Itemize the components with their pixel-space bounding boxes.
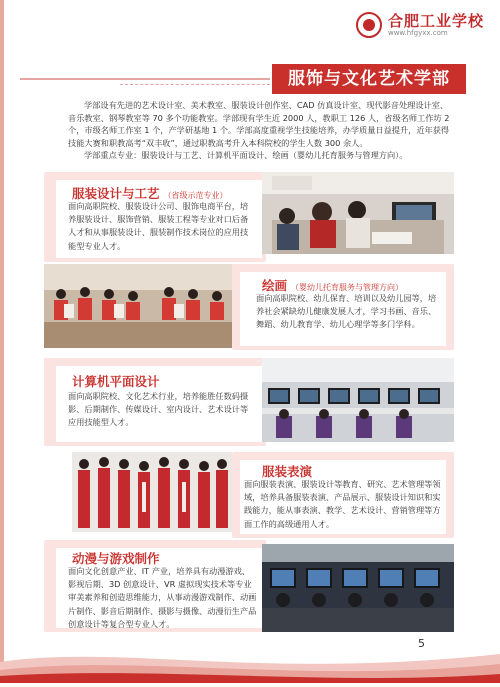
section-fashion-show-body: 面向服装表演、服装设计等教育、研究、艺术管理等领域，培养具备服装表演、产品展示、服装设计知识和实践能力，能从事表演、教学、艺术设计、营销管理等方面工作的高级通用人才。 xyxy=(244,479,441,529)
school-logo xyxy=(356,12,484,38)
page-left-border xyxy=(0,0,4,683)
page-number: 5 xyxy=(418,637,425,650)
computer-lab-photo xyxy=(262,358,454,442)
section-fashion-show-title: 服装表演 xyxy=(262,464,313,479)
intro-paragraph: 学部设有先进的艺术设计室、美术教室、服装设计创作室、CAD 仿真设计室、现代影音处理设计室、音乐教室、钢琴教室等 70 多个功能教室。学部现有学生近 2000 人，教职工 126 人，省级名师工作坊 2 个，市级名师工作室 1 个，产学研基地 1 个。学部高度重视学生技能培养，办学质量日益提升，近年获得技能大赛和职教高考“双丰收”，通过职教高考升入本科院校的学生人数 300 余人。 xyxy=(68,100,450,148)
intro-text xyxy=(68,99,456,162)
school-name: 合肥工业学校 xyxy=(387,11,484,30)
section-fashion-design-subtitle: （省级示范专业） xyxy=(163,191,228,200)
sewing-class-photo xyxy=(262,172,454,254)
section-graphic-design-body: 面向高职院校、文化艺术行业，培养能胜任数码摄影、后期制作、传媒设计、室内设计、艺术设计等应用技能型人才。 xyxy=(68,391,249,428)
section-painting-heading: 绘画 xyxy=(262,278,288,293)
section-painting-body: 面向高职院校、幼儿保育、培训以及幼儿园等，培养社会紧缺幼儿健康发展人才，学习书画、音乐、舞蹈、幼儿教育学、幼儿心理学等多门学科。 xyxy=(256,293,437,330)
fashion-show-photo xyxy=(72,452,232,532)
section-graphic-design-title: 计算机平面设计 xyxy=(72,374,160,389)
footer-wave-decoration xyxy=(0,640,500,683)
title-rule xyxy=(20,78,270,80)
page-title: 服饰与文化艺术学部 xyxy=(272,64,466,94)
art-class-photo xyxy=(44,264,234,348)
school-website: www.hfgyxx.com xyxy=(387,28,448,37)
title-dashed-rule xyxy=(120,84,270,85)
section-fashion-design-body: 面向高职院校、服装设计公司、服饰电商平台，培养服装设计、服饰营销、服装工程等专业对口后备人才和从事服装设计、服装制作技术岗位的应用技能型专业人才。 xyxy=(68,201,249,251)
animation-lab-photo xyxy=(262,544,454,632)
section-animation-title: 动漫与游戏制作 xyxy=(72,551,160,566)
section-animation-body: 面向文化创意产业、IT 产业，培养具有动漫游戏、影视后期、3D 创意设计、VR 虚拟现实技术等专业审美素养和创造思维能力，从事动漫游戏制作、动画片制作、影音后期制作、摄影与摄像、动漫衍生产品创意设计等复合型专业人才。 xyxy=(68,566,257,629)
section-fashion-design-heading: 服装设计与工艺 xyxy=(72,186,160,201)
section-painting-subtitle: （婴幼儿托育服务与管理方向） xyxy=(291,283,404,292)
intro-focus-majors: 学部重点专业：服装设计与工艺、计算机平面设计、绘画（婴幼儿托育服务与管理方向）。 xyxy=(84,150,408,161)
school-seal-icon xyxy=(356,12,382,38)
